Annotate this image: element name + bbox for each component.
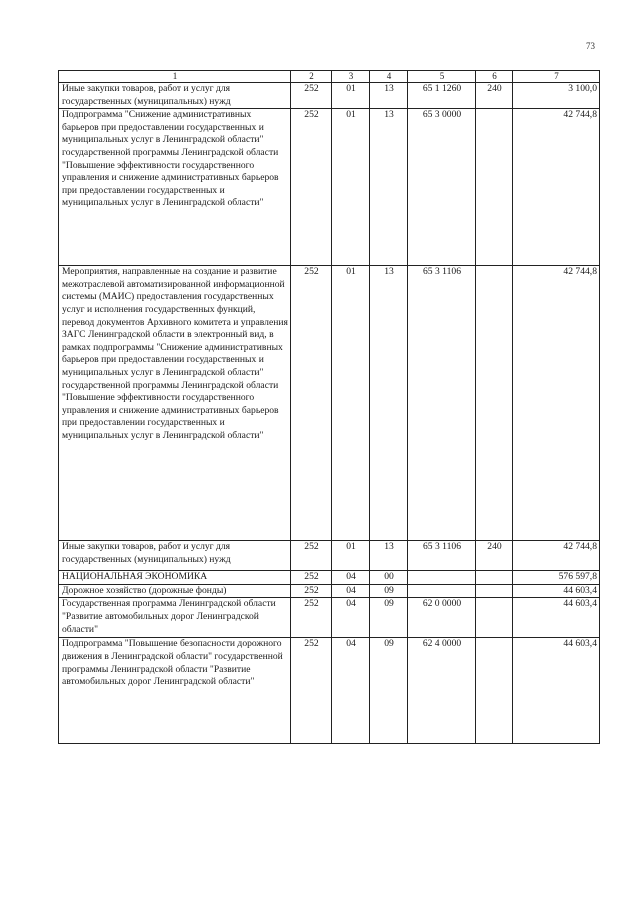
row-description: Иные закупки товаров, работ и услуг для государственных (муниципальных) нужд bbox=[59, 541, 291, 571]
table-row bbox=[59, 598, 600, 638]
table-row bbox=[59, 638, 600, 744]
header-cell: 7 bbox=[513, 71, 600, 83]
cell-code-6 bbox=[476, 266, 513, 541]
row-description: Подпрограмма "Повышение безопасности дорожного движения в Ленинградской области" государственной программы Ленинградской области "Развитие автомобильных дорог Ленинградской области" bbox=[59, 638, 291, 744]
cell-code-5: 65 1 1260 bbox=[408, 83, 476, 109]
header-cell: 2 bbox=[291, 71, 332, 83]
cell-amount: 44 603,4 bbox=[513, 584, 600, 598]
header-cell: 5 bbox=[408, 71, 476, 83]
cell-code-3: 01 bbox=[332, 83, 370, 109]
header-cell: 4 bbox=[370, 71, 408, 83]
row-description: Дорожное хозяйство (дорожные фонды) bbox=[59, 584, 291, 598]
row-description: НАЦИОНАЛЬНАЯ ЭКОНОМИКА bbox=[59, 571, 291, 585]
header-cell: 3 bbox=[332, 71, 370, 83]
cell-code-2: 252 bbox=[291, 266, 332, 541]
cell-code-6 bbox=[476, 598, 513, 638]
budget-table bbox=[58, 70, 600, 744]
cell-code-3: 04 bbox=[332, 571, 370, 585]
row-description: Подпрограмма "Снижение административных барьеров при предоставлении государственных и муниципальных услуг в Ленинградской области" государственной программы Ленинградской области "Повышение эффективности государственного управления и снижение административных барьеров при предоставлении государственных и муниципальных услуг в Ленинградской области" bbox=[59, 109, 291, 266]
cell-code-2: 252 bbox=[291, 584, 332, 598]
cell-code-5 bbox=[408, 571, 476, 585]
cell-code-3: 04 bbox=[332, 638, 370, 744]
cell-code-6 bbox=[476, 571, 513, 585]
cell-code-3: 01 bbox=[332, 266, 370, 541]
cell-code-3: 01 bbox=[332, 109, 370, 266]
cell-code-4: 09 bbox=[370, 584, 408, 598]
table-row bbox=[59, 109, 600, 266]
row-description: Государственная программа Ленинградской области "Развитие автомобильных дорог Ленинградской области" bbox=[59, 598, 291, 638]
row-description: Иные закупки товаров, работ и услуг для государственных (муниципальных) нужд bbox=[59, 83, 291, 109]
cell-code-5: 65 3 1106 bbox=[408, 541, 476, 571]
cell-amount: 42 744,8 bbox=[513, 266, 600, 541]
cell-code-4: 09 bbox=[370, 598, 408, 638]
table-row bbox=[59, 83, 600, 109]
page-number: 73 bbox=[586, 41, 595, 51]
cell-code-6 bbox=[476, 638, 513, 744]
cell-code-5: 62 4 0000 bbox=[408, 638, 476, 744]
cell-code-6: 240 bbox=[476, 83, 513, 109]
table-row bbox=[59, 541, 600, 571]
cell-amount: 576 597,8 bbox=[513, 571, 600, 585]
cell-code-6: 240 bbox=[476, 541, 513, 571]
cell-code-3: 04 bbox=[332, 584, 370, 598]
header-cell: 6 bbox=[476, 71, 513, 83]
table-header-row bbox=[59, 71, 600, 83]
cell-amount: 42 744,8 bbox=[513, 541, 600, 571]
cell-code-5 bbox=[408, 584, 476, 598]
cell-code-5: 65 3 0000 bbox=[408, 109, 476, 266]
cell-code-2: 252 bbox=[291, 541, 332, 571]
row-description: Мероприятия, направленные на создание и развитие межотраслевой автоматизированной информационной системы (МАИС) предоставления государственных услуг и исполнения государственных функций, перевод документов Архивного комитета и управления ЗАГС Ленинградской области в электронный вид, в рамках подпрограммы "Снижение административных барьеров при предоставлении государственных и муниципальных услуг в Ленинградской области" государственной программы Ленинградской области "Повышение эффективности государственного управления и снижение административных барьеров при предоставлении государственных и муниципальных услуг в Ленинградской области" bbox=[59, 266, 291, 541]
cell-code-2: 252 bbox=[291, 83, 332, 109]
cell-code-4: 13 bbox=[370, 541, 408, 571]
cell-code-3: 01 bbox=[332, 541, 370, 571]
table-row bbox=[59, 584, 600, 598]
cell-amount: 44 603,4 bbox=[513, 638, 600, 744]
cell-code-4: 00 bbox=[370, 571, 408, 585]
cell-code-2: 252 bbox=[291, 598, 332, 638]
cell-code-4: 13 bbox=[370, 83, 408, 109]
cell-code-4: 09 bbox=[370, 638, 408, 744]
cell-code-2: 252 bbox=[291, 109, 332, 266]
table-row bbox=[59, 266, 600, 541]
cell-code-4: 13 bbox=[370, 109, 408, 266]
cell-code-4: 13 bbox=[370, 266, 408, 541]
cell-code-2: 252 bbox=[291, 638, 332, 744]
cell-code-5: 62 0 0000 bbox=[408, 598, 476, 638]
table-row bbox=[59, 571, 600, 585]
cell-amount: 3 100,0 bbox=[513, 83, 600, 109]
cell-code-6 bbox=[476, 109, 513, 266]
cell-code-6 bbox=[476, 584, 513, 598]
header-cell: 1 bbox=[59, 71, 291, 83]
cell-code-5: 65 3 1106 bbox=[408, 266, 476, 541]
cell-code-2: 252 bbox=[291, 571, 332, 585]
cell-amount: 44 603,4 bbox=[513, 598, 600, 638]
cell-amount: 42 744,8 bbox=[513, 109, 600, 266]
cell-code-3: 04 bbox=[332, 598, 370, 638]
